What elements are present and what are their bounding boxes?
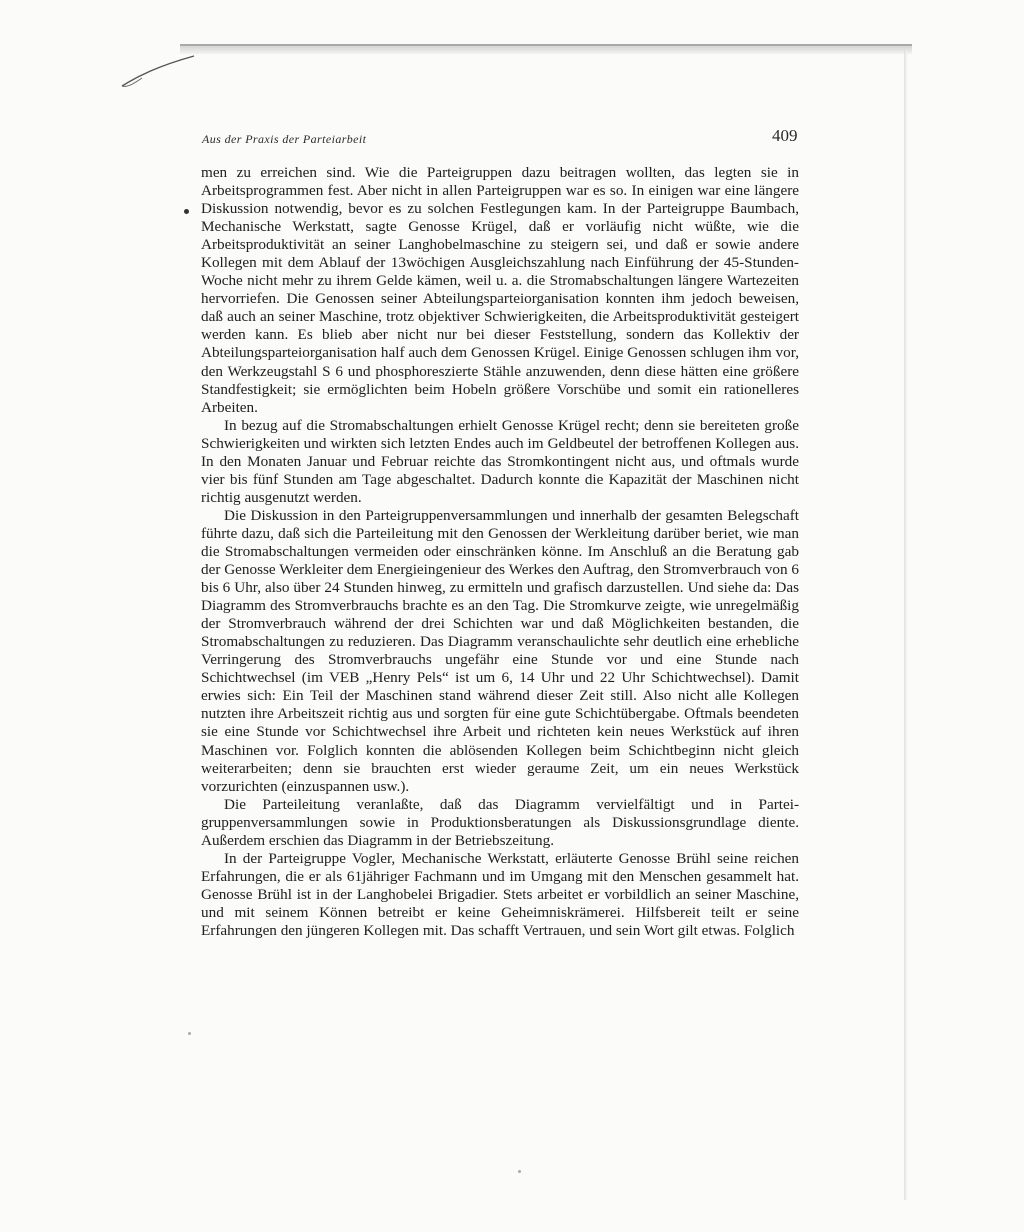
paragraph-1: men zu erreichen sind. Wie die Parteigruppen dazu beitragen wollten, das legten sie in Arbeitsprogrammen fest. Aber nicht in allen Parteigruppen war es so. In einigen war eine längere Diskussion notwendig, bevor es zu solchen Festlegungen kam. In der Parteigruppe Baumbach, Mechanische Werkstatt, sagte Genosse Krügel, daß er vorläufig nicht wüßte, wie die Arbeitsproduktivität an seiner Langhobelmaschine zu steigern sei, und daß er sowie andere Kollegen mit dem Ablauf der 13wöchigen Ausgleichszahlung nach Einführung der 45-Stunden-Woche nicht mehr zu ihrem Gelde kämen, weil u. a. die Stromabschaltungen längere Wartezeiten hervorriefen. Die Genossen seiner Abteilungsparteiorganisation konnten ihm jedoch beweisen, daß auch an seiner Maschine, trotz objektiver Schwierigkeiten, die Arbeitsproduktivität gesteigert werden kann. Es blieb aber nicht nur bei dieser Feststellung, sondern das Kollektiv der Abteilungsparteiorganisation half auch dem Genossen Krügel. Einige Genossen schlugen ihm vor, den Werkzeugstahl S 6 und phosphoreszierte Stähle anzuwenden, denn diese hätten eine größere Standfestigkeit; sie ermöglichten beim Hobeln größere Vorschübe und somit ein rationelleres Arbeiten. [201, 164, 799, 416]
paragraph-3: Die Diskussion in den Parteigruppenversammlungen und innerhalb der gesamten Belegschaft führte dazu, daß sich die Parteileitung mit den Genossen der Werkleitung darüber beriet, wie man die Stromabschaltungen vermeiden oder einschränken könne. Im Anschluß an die Beratung gab der Genosse Werkleiter dem Energieingenieur des Werkes den Auftrag, den Stromverbrauch von 6 bis 6 Uhr, also über 24 Stunden hinweg, zu ermitteln und grafisch darzustellen. Und siehe da: Das Diagramm des Stromverbrauchs brachte es an den Tag. Die Stromkurve zeigte, wie unregelmäßig der Stromverbrauch während der drei Schichten war und daß Möglichkeiten bestanden, die Stromabschaltungen zu reduzieren. Das Diagramm veranschaulichte sehr deutlich eine erhebliche Verringerung des Stromverbrauchs ungefähr eine Stunde vor und eine Stunde nach Schichtwechsel (im VEB „Henry Pels“ ist um 6, 14 Uhr und 22 Uhr Schichtwechsel). Damit erwies sich: Ein Teil der Maschinen stand während dieser Zeit still. Also nicht alle Kollegen nutzten ihre Arbeitszeit richtig aus und sorgten für eine gute Schichtübergabe. Oftmals beendeten sie eine Stunde vor Schichtwechsel ihre Arbeit und richteten kein neues Werkstück auf ihren Maschinen vor. Folglich konnten die ablösenden Kollegen beim Schichtbeginn nicht gleich weiterarbeiten; denn sie brauchten erst wieder geraume Zeit, um ein neues Werkstück vorzurichten (einzuspannen usw.). [201, 506, 799, 795]
scan-speck [188, 1032, 191, 1035]
scan-speck [518, 1170, 521, 1173]
paragraph-5: In der Parteigruppe Vogler, Mechanische Werkstatt, erläuterte Genosse Brühl seine reichen Erfahrungen, die er als 61jähriger Fachmann und im Umgang mit den Menschen gesammelt hat. Genosse Brühl ist in der Langhobelei Brigadier. Stets arbeitet er vorbildlich an seiner Maschine, und mit seinem Können betreibt er keine Geheimniskrämerei. Hilfsbereit teilt er seine Erfahrungen den jüngeren Kollegen mit. Das schafft Vertrauen, und sein Wort gilt etwas. Folglich [201, 849, 799, 939]
paragraph-2: In bezug auf die Stromabschaltungen erhielt Genosse Krügel recht; denn sie bereiteten große Schwierigkeiten und wirkten sich letzten Endes auch im Geldbeutel der betroffenen Kollegen aus. In den Monaten Januar und Februar reichte das Stromkontingent nicht aus, und oftmals wurde vier bis fünf Stunden am Tage abgeschaltet. Dadurch konnte die Kapazität der Maschinen nicht richtig ausgenutzt werden. [201, 416, 799, 506]
page-number: 409 [772, 126, 798, 145]
paragraph-4: Die Parteileitung veranlaßte, daß das Diagramm vervielfältigt und in Parteigruppenversammlungen sowie in Produktionsberatungen als Diskussionsgrundlage diente. Außerdem erschien das Diagramm in der Betriebszeitung. [201, 795, 799, 849]
scan-top-border-edge [180, 44, 912, 46]
scan-right-shadow [904, 50, 907, 1200]
body-text [201, 164, 799, 940]
margin-mark [184, 209, 189, 214]
pencil-mark-icon [118, 52, 198, 92]
running-head: Aus der Praxis der Parteiarbeit [202, 132, 367, 146]
